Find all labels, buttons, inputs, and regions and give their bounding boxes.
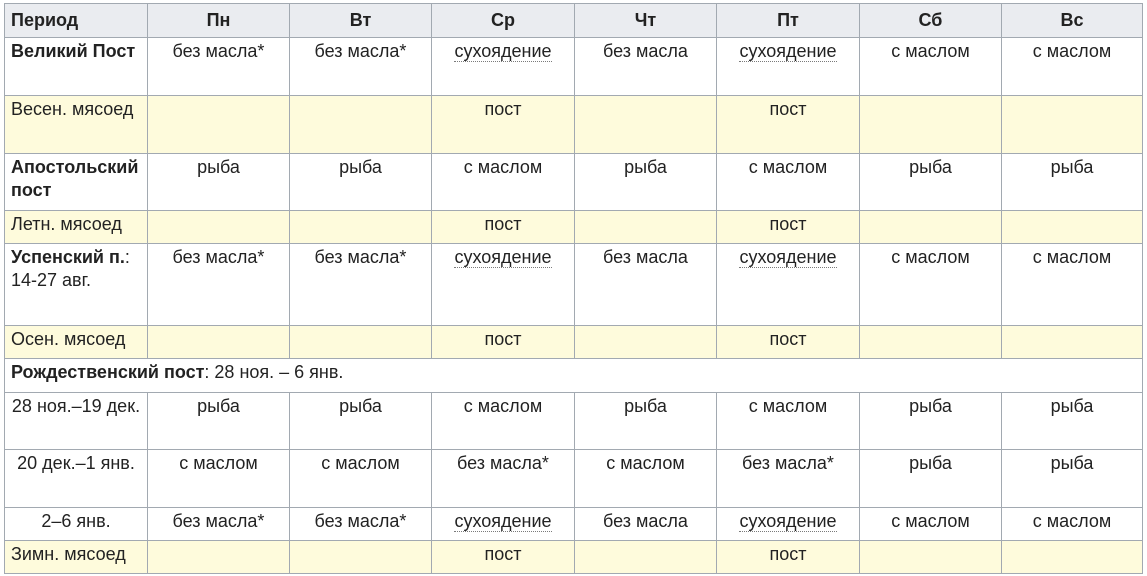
day-cell: пост	[432, 96, 575, 154]
period-dates: : 28 ноя. – 6 янв.	[204, 362, 344, 382]
cell-text: без масла	[603, 41, 688, 61]
day-cell	[290, 211, 432, 244]
header-sat: Сб	[860, 4, 1002, 38]
period-cell: Осен. мясоед	[5, 326, 148, 359]
day-cell: рыба	[860, 154, 1002, 211]
day-cell	[575, 541, 717, 574]
day-cell: с маслом	[432, 154, 575, 211]
day-cell	[290, 541, 432, 574]
table-row	[5, 450, 1143, 508]
day-cell: без масла	[575, 244, 717, 326]
day-cell	[860, 38, 1002, 96]
day-cell	[290, 96, 432, 154]
day-cell	[148, 211, 290, 244]
day-cell	[575, 326, 717, 359]
period-name: Великий Пост	[11, 41, 136, 61]
day-cell: с маслом	[575, 450, 717, 508]
period-cell: 2–6 янв.	[5, 508, 148, 541]
day-cell	[290, 326, 432, 359]
day-cell: пост	[432, 211, 575, 244]
header-mon: Пн	[148, 4, 290, 38]
period-cell	[5, 244, 148, 326]
cell-text: с маслом	[891, 41, 970, 61]
day-cell	[1002, 38, 1143, 96]
table-row	[5, 96, 1143, 154]
day-cell: без масла	[575, 508, 717, 541]
table-row	[5, 244, 1143, 326]
day-cell: без масла*	[148, 244, 290, 326]
header-row	[5, 4, 1143, 38]
day-cell: без масла*	[290, 508, 432, 541]
day-cell: рыба	[290, 154, 432, 211]
day-cell: пост	[432, 326, 575, 359]
table-row	[5, 393, 1143, 450]
day-cell: рыба	[1002, 393, 1143, 450]
day-cell: рыба	[860, 450, 1002, 508]
day-cell: рыба	[575, 393, 717, 450]
period-name: Рождественский пост	[11, 362, 205, 382]
period-cell	[5, 154, 148, 211]
fasting-table	[4, 3, 1143, 574]
day-cell[interactable]	[432, 244, 575, 326]
nativity-fast-heading	[5, 359, 1143, 393]
day-cell	[1002, 211, 1143, 244]
cell-text: без масла*	[172, 41, 265, 61]
day-cell: с маслом	[290, 450, 432, 508]
day-cell: пост	[717, 541, 860, 574]
header-period: Период	[5, 4, 148, 38]
day-cell	[148, 326, 290, 359]
day-cell: рыба	[1002, 154, 1143, 211]
period-cell: Весен. мясоед	[5, 96, 148, 154]
header-tue: Вт	[290, 4, 432, 38]
day-cell[interactable]	[717, 508, 860, 541]
period-cell: Летн. мясоед	[5, 211, 148, 244]
day-cell	[1002, 96, 1143, 154]
day-cell[interactable]	[717, 244, 860, 326]
period-name: Апостольский пост	[11, 157, 139, 200]
day-cell	[1002, 541, 1143, 574]
day-cell: рыба	[860, 393, 1002, 450]
table-row	[5, 359, 1143, 393]
period-colon: :	[124, 247, 130, 267]
day-cell: без масла*	[290, 244, 432, 326]
day-cell: без масла*	[148, 508, 290, 541]
day-cell	[575, 96, 717, 154]
day-cell: без масла*	[432, 450, 575, 508]
day-cell	[290, 38, 432, 96]
table-row	[5, 508, 1143, 541]
day-cell	[860, 96, 1002, 154]
day-cell	[148, 541, 290, 574]
day-cell: пост	[432, 541, 575, 574]
day-cell: с маслом	[717, 154, 860, 211]
period-name: Успенский п.	[11, 247, 125, 267]
header-wed: Ср	[432, 4, 575, 38]
period-dates: 14-27 авг.	[11, 270, 91, 290]
period-cell	[5, 38, 148, 96]
period-cell: Зимн. мясоед	[5, 541, 148, 574]
cell-text: с маслом	[1032, 41, 1112, 61]
cell-link[interactable]: сухоядение	[739, 511, 837, 531]
day-cell: с маслом	[432, 393, 575, 450]
table-row	[5, 38, 1143, 96]
day-cell: рыба	[575, 154, 717, 211]
header-fri: Пт	[717, 4, 860, 38]
cell-link[interactable]: сухоядение	[454, 247, 552, 267]
day-cell[interactable]	[432, 38, 575, 96]
header-sun: Вс	[1002, 4, 1143, 38]
day-cell: с маслом	[860, 508, 1002, 541]
day-cell	[148, 38, 290, 96]
day-cell	[148, 96, 290, 154]
cell-text: без масла*	[314, 41, 407, 61]
day-cell	[575, 211, 717, 244]
day-cell: рыба	[1002, 450, 1143, 508]
day-cell	[860, 211, 1002, 244]
day-cell: рыба	[148, 393, 290, 450]
period-cell: 28 ноя.–19 дек.	[5, 393, 148, 450]
day-cell: рыба	[148, 154, 290, 211]
day-cell[interactable]	[432, 508, 575, 541]
cell-link[interactable]: сухоядение	[454, 41, 552, 61]
day-cell: с маслом	[1002, 244, 1143, 326]
table-row	[5, 154, 1143, 211]
table-row	[5, 541, 1143, 574]
day-cell: с маслом	[148, 450, 290, 508]
day-cell: пост	[717, 326, 860, 359]
cell-link[interactable]: сухоядение	[454, 511, 552, 531]
day-cell: без масла*	[717, 450, 860, 508]
day-cell	[860, 326, 1002, 359]
table-row	[5, 211, 1143, 244]
day-cell: с маслом	[860, 244, 1002, 326]
day-cell: пост	[717, 211, 860, 244]
day-cell	[860, 541, 1002, 574]
day-cell: рыба	[290, 393, 432, 450]
day-cell: пост	[717, 96, 860, 154]
cell-link[interactable]: сухоядение	[739, 41, 837, 61]
header-thu: Чт	[575, 4, 717, 38]
period-cell: 20 дек.–1 янв.	[5, 450, 148, 508]
day-cell: с маслом	[717, 393, 860, 450]
day-cell[interactable]	[717, 38, 860, 96]
day-cell: с маслом	[1002, 508, 1143, 541]
day-cell	[575, 38, 717, 96]
table-row	[5, 326, 1143, 359]
day-cell	[1002, 326, 1143, 359]
cell-link[interactable]: сухоядение	[739, 247, 837, 267]
